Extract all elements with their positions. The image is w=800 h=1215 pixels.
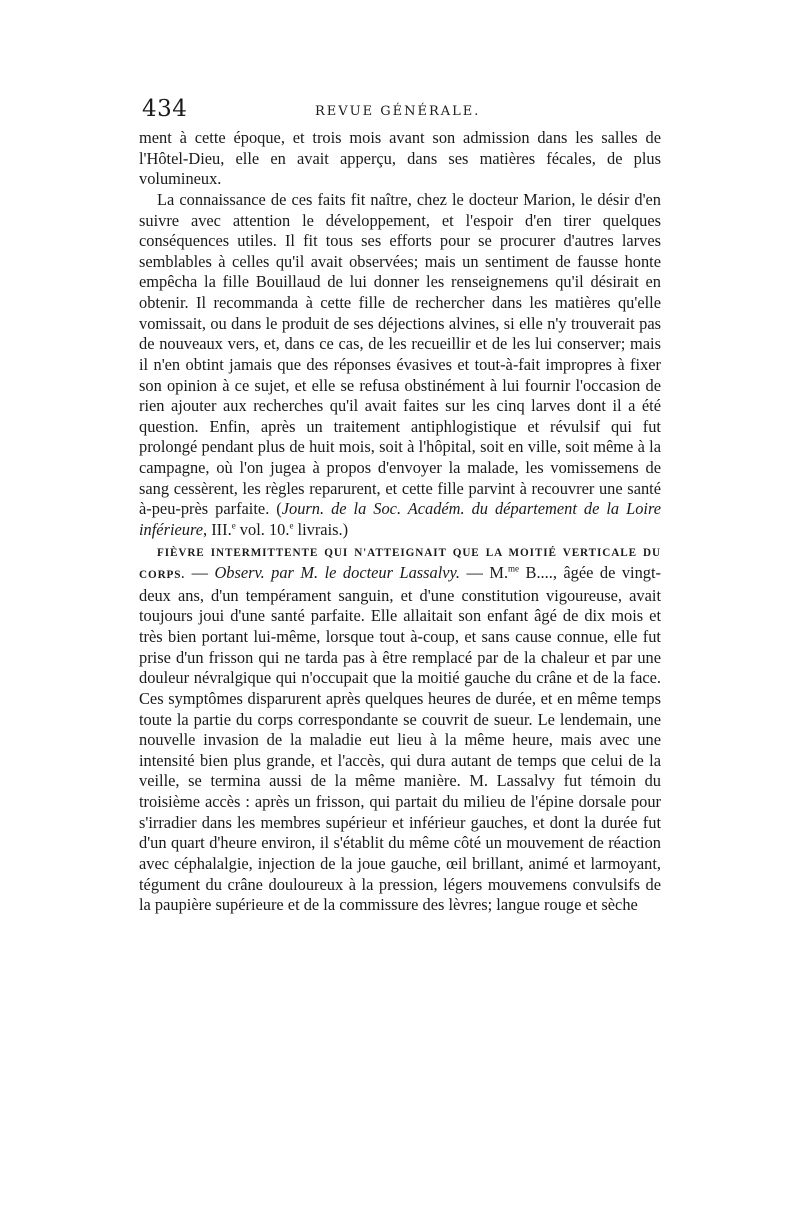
- section-heading: FIÈVRE INTERMITTENTE QUI N'ATTEIGNAIT QUE LA MOITIÉ VERTICALE DU CORPS.: [139, 546, 661, 582]
- page-header: [140, 96, 660, 126]
- paragraph-fievre-text: B...., âgée de vingt-deux ans, d'un tempérament sanguin, et d'une constitution vigoureuse, avait toujours joui d'une santé parfaite. Elle allaitait son enfant âgé de dix mois et très bien portant lui-même, lorsque tout à-coup, et sans cause connue, elle fut prise d'un frisson qui ne tarda pas à être remplacé par de la chaleur et par une douleur névralgique qui n'occupait que la moitié gauche du crâne et de la face. Ces symptômes disparurent après quelques heures de durée, et en même temps toute la partie du corps correspondante se couvrit de sueur. Le lendemain, une nouvelle invasion de la maladie eut lieu à la même heure, mais avec une intensité bien plus grande, et l'accès, qui dura autant de temps que celui de la veille, se termina aussi de la même manière. M. Lassalvy fut témoin du troisième accès : après un frisson, qui partait du milieu de l'épine dorsale pour s'irradier dans les membres supérieur et inférieur gauches, et dont la durée fut d'un quart d'heure environ, il s'établit du même côté un mouvement de réaction avec céphalalgie, injection de la joue gauche, œil brillant, animé et larmoyant, tégument du crâne douloureux à la pression, légers mouvemens convulsifs de la paupière supérieure et de la commissure des lèvres; langue rouge et sèche: [139, 563, 661, 915]
- paragraph-marion: [139, 190, 661, 541]
- running-head: REVUE GÉNÉRALE.: [315, 104, 481, 119]
- journal-reference: (Journ. de la Soc. Académ. du département de la Loire inférieure, III.$^e$ vol. 10.$^e$ livrais.): [139, 499, 661, 539]
- observation-credit: Observ. par M. le docteur Lassalvy.: [214, 563, 461, 583]
- paragraph-continuation: ment à cette époque, et trois mois avant son admission dans les salles de l'Hôtel-Dieu, elle en avait apperçu, dans ses matières fécales, de plus volumineux.: [139, 128, 661, 189]
- paragraph-fievre: FIÈVRE INTERMITTENTE QUI N'ATTEIGNAIT QUE LA MOITIÉ VERTICALE DU CORPS. — Observ. par M. le docteur Lassalvy. — M.$^{me}$ B...., âgée de vingt-deux ans, d'un tempérament sanguin, et d'une constitution vigoureuse, avait toujours joui d'une santé parfaite. Elle allaitait son enfant âgé de dix mois et très bien portant lui-même, lorsque tout à-coup, et sans cause connue, elle fut prise d'un frisson qui ne tarda pas à être remplacé par de la chaleur et par une douleur névralgique qui n'occupait que la moitié gauche du crâne et de la face. Ces symptômes disparurent après quelques heures de durée, et en même temps toute la partie du corps correspondante se couvrit de sueur. Le lendemain, une nouvelle invasion de la maladie eut lieu à la même heure, mais avec une intensité bien plus grande, et l'accès, qui dura autant de temps que celui de la veille, se termina aussi de la même manière. M. Lassalvy fut témoin du troisième accès : après un frisson, qui partait du milieu de l'épine dorsale pour s'irradier dans les membres supérieur et inférieur gauches, et dont la durée fut d'un quart d'heure environ, il s'établit du même côté un mouvement de réaction avec céphalalgie, injection de la joue gauche, œil brillant, animé et larmoyant, tégument du crâne douloureux à la pression, légers mouvemens convulsifs de la paupière supérieure et de la commissure des lèvres; langue rouge et sèche: [139, 546, 661, 915]
- paragraph-marion-text: La connaissance de ces faits fit naître, chez le docteur Marion, le désir d'en suivre avec attention le développement, et l'espoir d'en tirer quelques conséquences utiles. Il fit tous ses efforts pour se procurer d'autres larves semblables à celles qu'il avait observées; mais un sentiment de fausse honte empêcha la fille Bouillaud de lui donner les renseignemens qu'il désirait en obtenir. Il recommanda à cette fille de rechercher dans les matières qu'elle vomissait, ou dans le produit de ses déjections alvines, si elle n'y trouverait pas de nouveaux vers, et, dans ce cas, de les recueillir et de les lui conserver; mais il n'en obtint jamais que des réponses évasives et tout-à-fait impropres à fixer son opinion à ce sujet, et elle se refusa obstinément à lui fournir l'occasion de rien ajouter aux recherches qu'il avait faites sur les cinq larves dont il a été question. Enfin, après un traitement antiphlogistique et révulsif qui fut prolongé pendant plus de huit mois, soit à l'hôpital, soit en ville, soit même à la campagne, où l'on jugea à propos d'envoyer la malade, les vomissemens de sang cessèrent, les règles reparurent, et cette fille parvint à recouvrer une santé à-peu-près parfaite.: [139, 189, 661, 519]
- page-number: 434: [142, 96, 188, 122]
- journal-title: Journ. de la Soc. Académ. du département de la Loire inférieure: [139, 499, 661, 539]
- body-text: [139, 128, 661, 916]
